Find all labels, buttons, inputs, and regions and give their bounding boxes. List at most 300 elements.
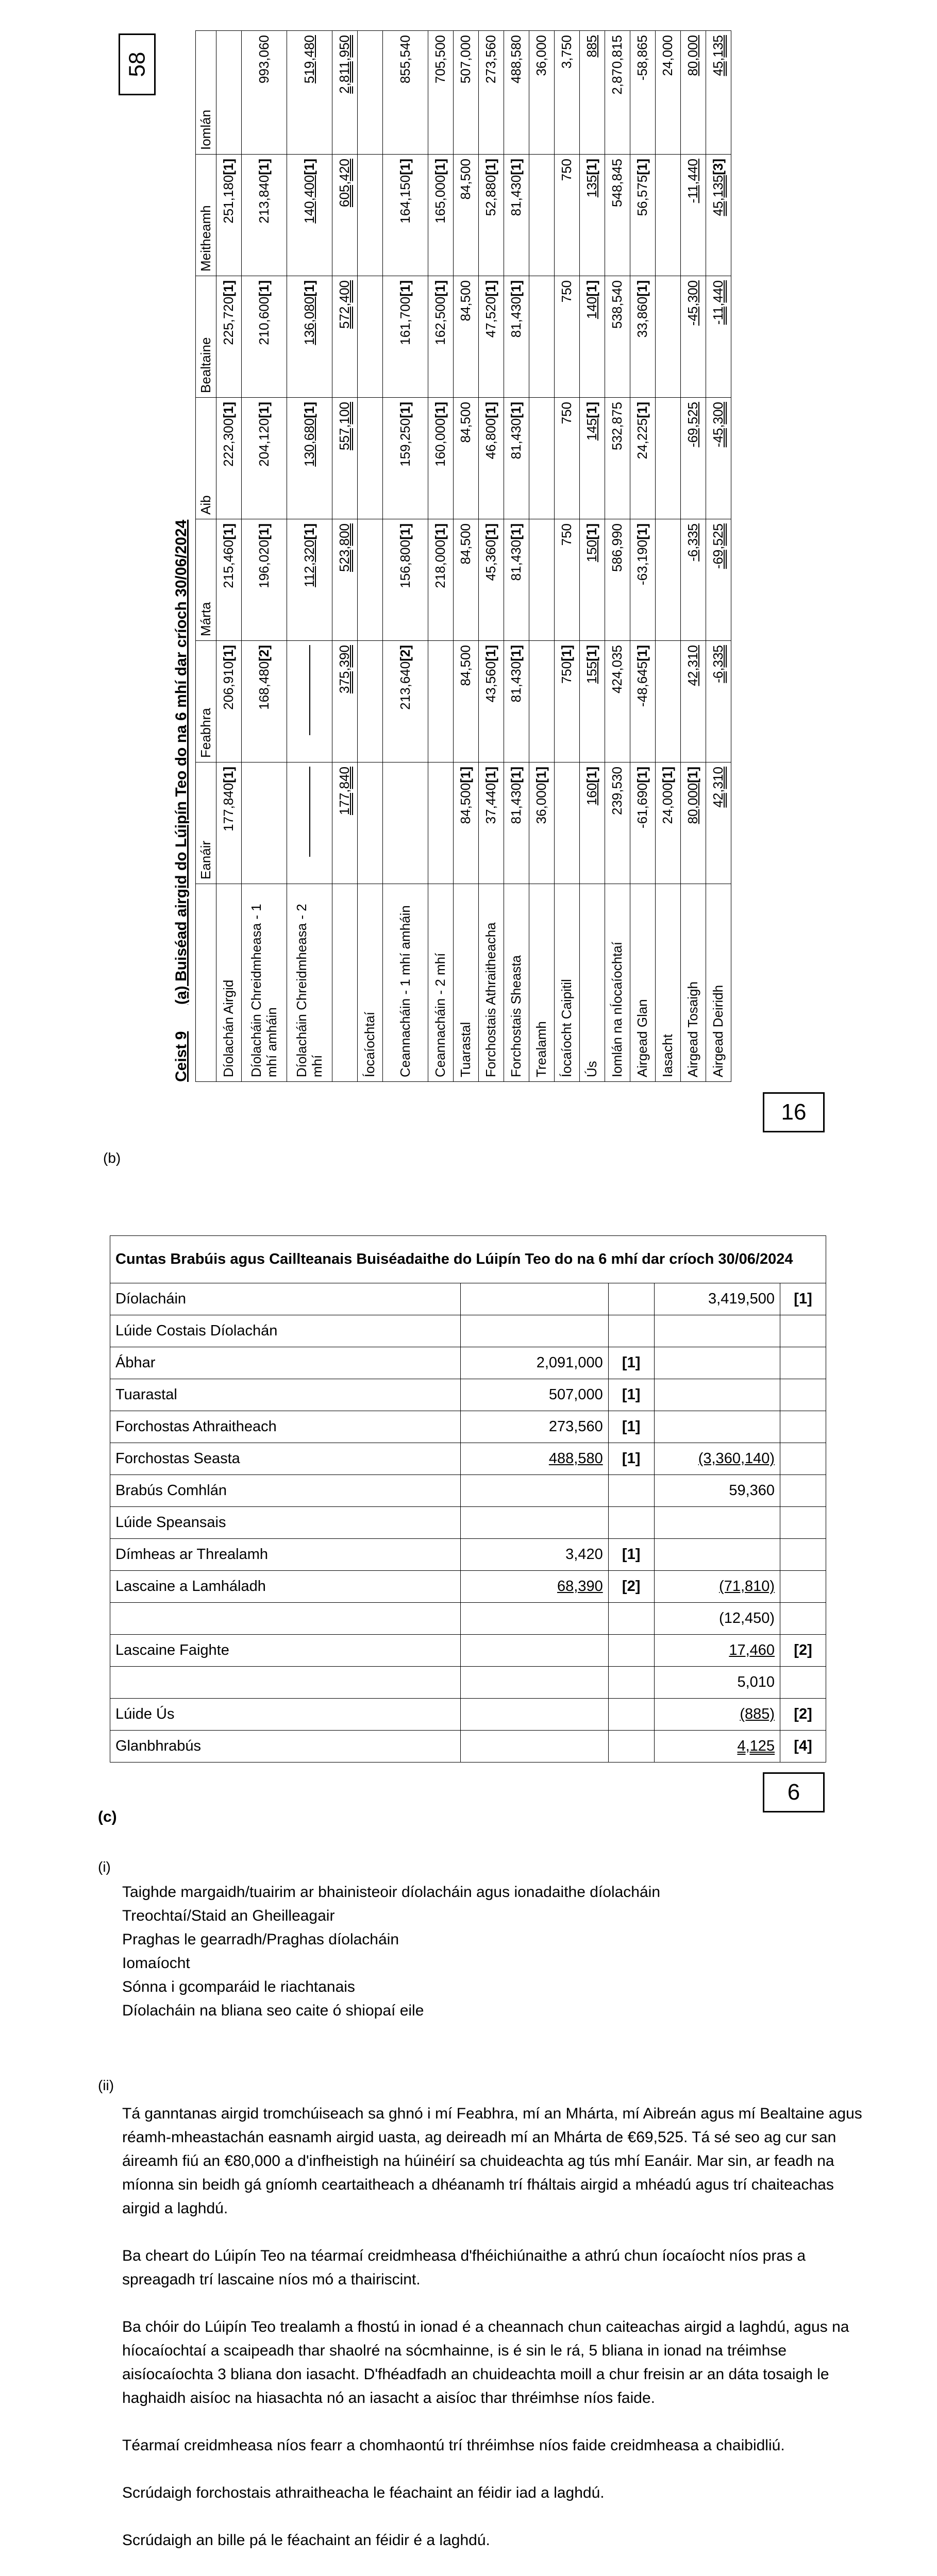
profit-loss-mark-1 xyxy=(608,1731,654,1762)
budget-mark: [3] xyxy=(710,159,726,175)
budget-row-label: Íocaíocht Caipitil xyxy=(555,884,580,1082)
profit-loss-row xyxy=(110,1379,826,1411)
budget-cell xyxy=(504,31,529,155)
section-c-i-list xyxy=(122,1880,869,2023)
budget-value: 43,560 xyxy=(483,661,499,703)
profit-loss-value-1-text: 488,580 xyxy=(548,1450,603,1467)
budget-mark: [1] xyxy=(432,402,448,418)
profit-loss-row xyxy=(110,1315,826,1347)
budget-cell xyxy=(479,641,504,762)
profit-loss-value-2 xyxy=(654,1731,780,1762)
budget-value: 213,840 xyxy=(256,175,272,224)
budget-row-label: Ceannacháin - 2 mhí xyxy=(428,884,454,1082)
profit-loss-value-2 xyxy=(654,1507,780,1539)
profit-loss-mark-1: [1] xyxy=(608,1347,654,1379)
budget-mark: [1] xyxy=(256,402,272,418)
budget-value: 213,640 xyxy=(397,661,413,710)
profit-loss-value-2-text: 3,419,500 xyxy=(708,1291,775,1307)
budget-value: 156,800 xyxy=(397,539,413,588)
budget-value: 136,080 xyxy=(301,296,317,345)
budget-cell xyxy=(383,762,428,884)
budget-cell xyxy=(630,276,656,398)
budget-value: 150 xyxy=(584,539,600,563)
profit-loss-value-2 xyxy=(654,1603,780,1635)
budget-value: 750 xyxy=(559,661,575,684)
profit-loss-mark-1 xyxy=(608,1635,654,1667)
budget-cell xyxy=(630,398,656,519)
budget-cell xyxy=(605,398,630,519)
budget-cell xyxy=(287,155,332,276)
budget-mark: [1] xyxy=(634,645,650,662)
budget-cell xyxy=(529,398,555,519)
budget-value: 215,460 xyxy=(221,539,237,588)
budget-value: 523,800 xyxy=(337,523,353,572)
budget-mark: [1] xyxy=(397,159,413,175)
factor-list-item: Iomaíocht xyxy=(122,1955,190,1972)
budget-mark: [1] xyxy=(584,402,600,418)
budget-value: 84,500 xyxy=(458,402,474,443)
budget-header-cell: Iomlán xyxy=(196,31,216,155)
profit-loss-mark-2 xyxy=(780,1603,826,1635)
budget-cell xyxy=(287,398,332,519)
budget-cell xyxy=(383,31,428,155)
budget-mark: [1] xyxy=(397,402,413,418)
budget-cell xyxy=(630,519,656,641)
budget-cell xyxy=(479,31,504,155)
budget-cell xyxy=(555,155,580,276)
budget-cell xyxy=(504,155,529,276)
budget-cell xyxy=(605,641,630,762)
budget-value: 81,430 xyxy=(508,175,524,216)
budget-value: 42,310 xyxy=(685,645,701,686)
profit-loss-label: Glanbhrabús xyxy=(110,1731,461,1762)
budget-value: 36,000 xyxy=(533,35,549,76)
profit-loss-row xyxy=(110,1539,826,1571)
budget-cell xyxy=(332,155,358,276)
recommendation-paragraph: Tá ganntanas airgid tromchúiseach sa ghnó i mí Feabhra, mí an Mhárta, mí Aibreán agus mí Bealtaine agus réamh-mheastachán easnamh airgid uasta, ag deireadh mí an Mhárta de €69,525. Tá sé seo ag cur san áireamh fiú an €80,000 a d'infheistigh na húinéirí sa chuideachta ag tús mhí Eanáir. Mar sin, ar feadh na míonna sin beidh gá gníomh ceartaitheach a dhéanamh trí fháltais airgid a mhéadú agus trí chaiteachas airgid a laghdú. xyxy=(122,2105,862,2217)
profit-loss-heading: Cuntas Brabúis agus Caillteanais Buiséadaithe do Lúipín Teo do na 6 mhí dar críoch 30/06/2024 xyxy=(110,1236,826,1283)
budget-value: 52,880 xyxy=(483,175,499,216)
budget-value: 162,500 xyxy=(432,296,448,345)
budget-cell xyxy=(428,398,454,519)
profit-loss-value-1 xyxy=(461,1635,609,1667)
budget-value: 225,720 xyxy=(221,296,237,345)
profit-loss-mark-1 xyxy=(608,1667,654,1699)
cash-budget-title-row xyxy=(162,31,195,1082)
profit-loss-label xyxy=(110,1603,461,1635)
budget-cell xyxy=(242,641,287,762)
budget-cell xyxy=(358,276,383,398)
section-b-label: (b) xyxy=(103,1150,121,1166)
budget-cell xyxy=(242,762,287,884)
profit-loss-value-1-text: 2,091,000 xyxy=(536,1354,603,1371)
budget-cell xyxy=(529,31,555,155)
profit-loss-mark-2 xyxy=(780,1411,826,1443)
budget-cell xyxy=(529,276,555,398)
budget-row xyxy=(242,31,287,1082)
budget-value: 130,680 xyxy=(301,418,317,467)
budget-cell xyxy=(287,762,332,884)
budget-cell xyxy=(358,519,383,641)
budget-row-label: Íocaíochtaí xyxy=(358,884,383,1082)
section-c-label: (c) xyxy=(98,1808,117,1825)
budget-cell xyxy=(216,762,242,884)
budget-cell xyxy=(605,31,630,155)
budget-row-label: Díolacháin Chreidmheasa - 2 mhí xyxy=(287,884,332,1082)
budget-mark: [1] xyxy=(660,767,676,783)
profit-loss-value-1-text: 507,000 xyxy=(548,1386,603,1403)
budget-mark: [1] xyxy=(634,402,650,418)
profit-loss-mark-2 xyxy=(780,1379,826,1411)
budget-mark: [1] xyxy=(634,280,650,297)
budget-value: 80,000 xyxy=(685,783,701,824)
profit-loss-value-2-text: (885) xyxy=(740,1706,775,1722)
budget-value: -11,440 xyxy=(710,280,726,325)
budget-value: 56,575 xyxy=(634,175,650,216)
budget-mark: [1] xyxy=(221,280,237,297)
budget-row xyxy=(555,31,580,1082)
budget-value: -61,690 xyxy=(634,783,650,828)
recommendation-paragraph: Ba chóir do Lúipín Teo trealamh a fhostú in ionad é a cheannach chun caiteachas airgid a laghdú, agus na híocaíochtaí a scaipeadh thar shaolré na sócmhainne, is é sin le rá, 5 bliana in ionad na tréimhse aisíocaíochta 3 bliana don iasacht. D'fhéadfadh an chuideachta moill a chur freisin ar an dáta tosaigh le haghaidh aisíoc na hiasachta nó an iasacht a aisíoc thar thréimhse níos faide. xyxy=(122,2318,849,2406)
budget-cell xyxy=(428,762,454,884)
budget-value: 488,580 xyxy=(508,35,524,83)
budget-value: -6,335 xyxy=(685,523,701,562)
profit-loss-value-1-text: 68,390 xyxy=(557,1578,603,1595)
budget-mark: [1] xyxy=(508,280,524,297)
budget-value: 196,020 xyxy=(256,539,272,588)
profit-loss-mark-2 xyxy=(780,1315,826,1347)
profit-loss-value-1 xyxy=(461,1699,609,1731)
budget-cell xyxy=(454,519,479,641)
budget-cell xyxy=(504,762,529,884)
budget-cell xyxy=(555,762,580,884)
budget-mark: [1] xyxy=(458,767,474,783)
budget-cell xyxy=(383,641,428,762)
profit-loss-mark-2: [4] xyxy=(780,1731,826,1762)
budget-cell xyxy=(681,762,706,884)
profit-loss-value-1 xyxy=(461,1667,609,1699)
budget-value: 42,310 xyxy=(710,767,726,808)
budget-cell xyxy=(454,398,479,519)
budget-value: 160,000 xyxy=(432,418,448,467)
profit-loss-row xyxy=(110,1411,826,1443)
profit-loss-mark-2: [1] xyxy=(780,1283,826,1315)
budget-value: 2,870,815 xyxy=(609,35,625,95)
budget-cell xyxy=(555,398,580,519)
profit-loss-value-2 xyxy=(654,1475,780,1507)
budget-row-label: Airgead Tosaigh xyxy=(681,884,706,1082)
budget-value: 2,811,950 xyxy=(337,35,353,94)
budget-value: 45,135 xyxy=(710,175,726,216)
profit-loss-mark-2 xyxy=(780,1571,826,1603)
budget-value: 750 xyxy=(559,159,575,181)
budget-cell xyxy=(580,519,605,641)
budget-mark: [1] xyxy=(397,523,413,540)
budget-cell xyxy=(454,31,479,155)
budget-cell xyxy=(358,31,383,155)
profit-loss-value-2 xyxy=(654,1635,780,1667)
profit-loss-heading-row xyxy=(110,1236,826,1283)
marks-box-a xyxy=(119,33,156,95)
budget-cell xyxy=(605,155,630,276)
profit-loss-mark-1: [1] xyxy=(608,1443,654,1475)
budget-value: 239,530 xyxy=(609,767,625,815)
budget-cell xyxy=(706,519,731,641)
budget-cell xyxy=(706,398,731,519)
budget-header-blank xyxy=(196,884,216,1082)
profit-loss-row xyxy=(110,1507,826,1539)
budget-cell xyxy=(681,276,706,398)
budget-cell xyxy=(555,31,580,155)
profit-loss-label: Ábhar xyxy=(110,1347,461,1379)
budget-value: 84,500 xyxy=(458,523,474,565)
budget-cell xyxy=(681,155,706,276)
budget-mark: [1] xyxy=(508,159,524,175)
budget-row xyxy=(580,31,605,1082)
budget-value: 206,910 xyxy=(221,661,237,710)
budget-mark: [1] xyxy=(432,523,448,540)
factor-list-item: Sónna i gcomparáid le riachtanais xyxy=(122,1978,355,1995)
budget-header-cell: Aib xyxy=(196,398,216,519)
budget-mark: [1] xyxy=(584,645,600,662)
budget-cell xyxy=(656,519,681,641)
budget-value: 135 xyxy=(584,175,600,198)
budget-value: -6,335 xyxy=(710,645,726,683)
budget-value: 3,750 xyxy=(559,35,575,69)
budget-mark: [1] xyxy=(301,280,317,297)
budget-row xyxy=(287,31,332,1082)
budget-cell xyxy=(580,155,605,276)
budget-cell xyxy=(706,762,731,884)
budget-cell xyxy=(580,762,605,884)
budget-cell xyxy=(287,31,332,155)
profit-loss-value-2 xyxy=(654,1315,780,1347)
profit-loss-label xyxy=(110,1667,461,1699)
budget-mark: [1] xyxy=(483,523,499,540)
budget-cell xyxy=(216,155,242,276)
budget-cell xyxy=(428,519,454,641)
budget-mark: [1] xyxy=(301,402,317,418)
profit-loss-mark-2 xyxy=(780,1507,826,1539)
budget-cell xyxy=(358,762,383,884)
budget-mark: [1] xyxy=(301,159,317,175)
budget-value: 140 xyxy=(584,296,600,319)
budget-header-cell: Feabhra xyxy=(196,641,216,762)
profit-loss-row xyxy=(110,1571,826,1603)
budget-cell xyxy=(332,31,358,155)
profit-loss-mark-1: [1] xyxy=(608,1379,654,1411)
budget-value: 519,480 xyxy=(301,35,317,83)
budget-value: 84,500 xyxy=(458,280,474,321)
profit-loss-label: Díolacháin xyxy=(110,1283,461,1315)
budget-value: 46,800 xyxy=(483,418,499,460)
budget-value: 84,500 xyxy=(458,159,474,200)
profit-loss-row xyxy=(110,1635,826,1667)
budget-value: -63,190 xyxy=(634,539,650,585)
budget-cell xyxy=(287,641,332,762)
budget-cell xyxy=(216,519,242,641)
budget-row-label: Díolacháin Chreidmheasa - 1 mhí amháin xyxy=(242,884,287,1082)
budget-value: 177,840 xyxy=(337,767,353,815)
budget-mark: [1] xyxy=(584,523,600,540)
budget-mark: [2] xyxy=(397,645,413,662)
budget-cell xyxy=(242,155,287,276)
budget-cell xyxy=(216,398,242,519)
profit-loss-mark-2 xyxy=(780,1667,826,1699)
budget-row-label: Airgead Glan xyxy=(630,884,656,1082)
profit-loss-row xyxy=(110,1731,826,1762)
recommendation-paragraph: Téarmaí creidmheasa níos fearr a chomhaontú trí thréimhse níos faide creidmheasa a chaibidliú. xyxy=(122,2437,785,2454)
budget-value: 33,860 xyxy=(634,296,650,338)
budget-cell xyxy=(383,398,428,519)
profit-loss-label: Lascaine a Lamháladh xyxy=(110,1571,461,1603)
profit-loss-value-2-text: 5,010 xyxy=(737,1674,775,1690)
budget-cell xyxy=(706,155,731,276)
budget-cell xyxy=(706,276,731,398)
budget-cell xyxy=(383,155,428,276)
profit-loss-label: Lúide Ús xyxy=(110,1699,461,1731)
budget-mark: [1] xyxy=(483,280,499,297)
budget-value: 855,540 xyxy=(397,35,413,83)
budget-mark: [1] xyxy=(483,645,499,662)
budget-value: 273,560 xyxy=(483,35,499,83)
recommendation-paragraph: Scrúdaigh an bille pá le féachaint an féidir é a laghdú. xyxy=(122,2532,490,2549)
budget-row-label xyxy=(332,884,358,1082)
factor-list-item: Taighde margaidh/tuairim ar bhainisteoir díolacháin agus ionadaithe díolacháin xyxy=(122,1884,661,1901)
budget-cell xyxy=(630,641,656,762)
budget-value: -11,440 xyxy=(685,159,701,204)
budget-mark: [1] xyxy=(508,523,524,540)
budget-header-cell: Bealtaine xyxy=(196,276,216,398)
budget-row xyxy=(479,31,504,1082)
budget-mark: [1] xyxy=(221,159,237,175)
recommendation-paragraph: Scrúdaigh forchostais athraitheacha le féachaint an féidir iad a laghdú. xyxy=(122,2484,605,2501)
profit-loss-mark-1 xyxy=(608,1507,654,1539)
budget-value: 586,990 xyxy=(609,523,625,572)
budget-cell xyxy=(555,276,580,398)
budget-cell xyxy=(332,398,358,519)
cash-budget-section xyxy=(162,31,771,1082)
budget-cell xyxy=(656,276,681,398)
budget-value: 155 xyxy=(584,661,600,684)
budget-value: 81,430 xyxy=(508,783,524,824)
budget-value: 24,000 xyxy=(660,783,676,824)
marks-c-value: 6 xyxy=(787,1780,800,1805)
budget-cell xyxy=(706,641,731,762)
budget-mark: [1] xyxy=(634,159,650,175)
budget-mark: [1] xyxy=(432,280,448,297)
profit-loss-value-2-text: 17,460 xyxy=(729,1642,775,1658)
marks-b-value: 16 xyxy=(781,1099,807,1125)
profit-loss-mark-1 xyxy=(608,1699,654,1731)
budget-value: 572,400 xyxy=(337,280,353,329)
budget-value: -48,645 xyxy=(634,661,650,707)
budget-cell xyxy=(656,155,681,276)
budget-value: 885 xyxy=(584,35,600,58)
cash-budget-body xyxy=(196,31,731,1082)
budget-cell xyxy=(605,276,630,398)
profit-loss-table xyxy=(110,1235,826,1762)
profit-loss-mark-2 xyxy=(780,1347,826,1379)
budget-row-label: Ús xyxy=(580,884,605,1082)
budget-cell xyxy=(605,519,630,641)
profit-loss-mark-1: [2] xyxy=(608,1571,654,1603)
budget-value: 81,430 xyxy=(508,296,524,338)
budget-cell xyxy=(242,31,287,155)
budget-cell xyxy=(216,276,242,398)
budget-row xyxy=(529,31,555,1082)
budget-cell xyxy=(529,155,555,276)
profit-loss-mark-1 xyxy=(608,1603,654,1635)
budget-cell xyxy=(529,762,555,884)
profit-loss-row xyxy=(110,1699,826,1731)
budget-row xyxy=(358,31,383,1082)
budget-row-label: Trealamh xyxy=(529,884,555,1082)
budget-cell xyxy=(656,762,681,884)
budget-value: -69,525 xyxy=(685,402,701,448)
profit-loss-value-2-text: (3,360,140) xyxy=(698,1450,775,1467)
budget-cell xyxy=(681,641,706,762)
profit-loss-value-1 xyxy=(461,1443,609,1475)
budget-row xyxy=(332,31,358,1082)
budget-cell xyxy=(428,155,454,276)
budget-mark: [1] xyxy=(533,767,549,783)
budget-cell xyxy=(681,519,706,641)
budget-value: 204,120 xyxy=(256,418,272,467)
budget-cell xyxy=(479,762,504,884)
budget-cell xyxy=(383,276,428,398)
budget-value: 47,520 xyxy=(483,296,499,338)
profit-loss-mark-2 xyxy=(780,1539,826,1571)
budget-value: 24,000 xyxy=(660,35,676,76)
budget-value: 251,180 xyxy=(221,175,237,224)
budget-mark: [1] xyxy=(634,767,650,783)
budget-value: 548,845 xyxy=(609,159,625,207)
budget-value: 84,500 xyxy=(458,783,474,824)
budget-value: 81,430 xyxy=(508,661,524,703)
budget-mark: [1] xyxy=(256,523,272,540)
budget-mark: [1] xyxy=(397,280,413,297)
budget-value: 538,540 xyxy=(609,280,625,329)
budget-value: 112,320 xyxy=(301,539,317,587)
budget-mark: [1] xyxy=(584,159,600,175)
budget-row-label: Forchostais Athraitheacha xyxy=(479,884,504,1082)
profit-loss-row xyxy=(110,1347,826,1379)
budget-value: -58,865 xyxy=(634,35,650,81)
profit-loss-label: Forchostas Athraitheach xyxy=(110,1411,461,1443)
budget-cell xyxy=(454,762,479,884)
factor-list-item: Treochtaí/Staid an Gheilleagair xyxy=(122,1907,335,1924)
budget-row xyxy=(216,31,242,1082)
profit-loss-row xyxy=(110,1603,826,1635)
profit-loss-value-1 xyxy=(461,1347,609,1379)
budget-row-label: Ceannacháin - 1 mhí amháin xyxy=(383,884,428,1082)
budget-mark: [1] xyxy=(301,523,317,540)
budget-row xyxy=(656,31,681,1082)
profit-loss-mark-2: [2] xyxy=(780,1635,826,1667)
budget-cell xyxy=(332,762,358,884)
profit-loss-mark-2 xyxy=(780,1443,826,1475)
budget-cell xyxy=(580,31,605,155)
budget-cell xyxy=(454,155,479,276)
profit-loss-value-2-text: 4,125 xyxy=(737,1738,775,1754)
profit-loss-label: Tuarastal xyxy=(110,1379,461,1411)
budget-value: 705,500 xyxy=(432,35,448,83)
profit-loss-row xyxy=(110,1667,826,1699)
budget-cell xyxy=(383,519,428,641)
factor-list-item: Díolacháin na bliana seo caite ó shiopaí eile xyxy=(122,2002,424,2019)
profit-loss-value-1 xyxy=(461,1411,609,1443)
